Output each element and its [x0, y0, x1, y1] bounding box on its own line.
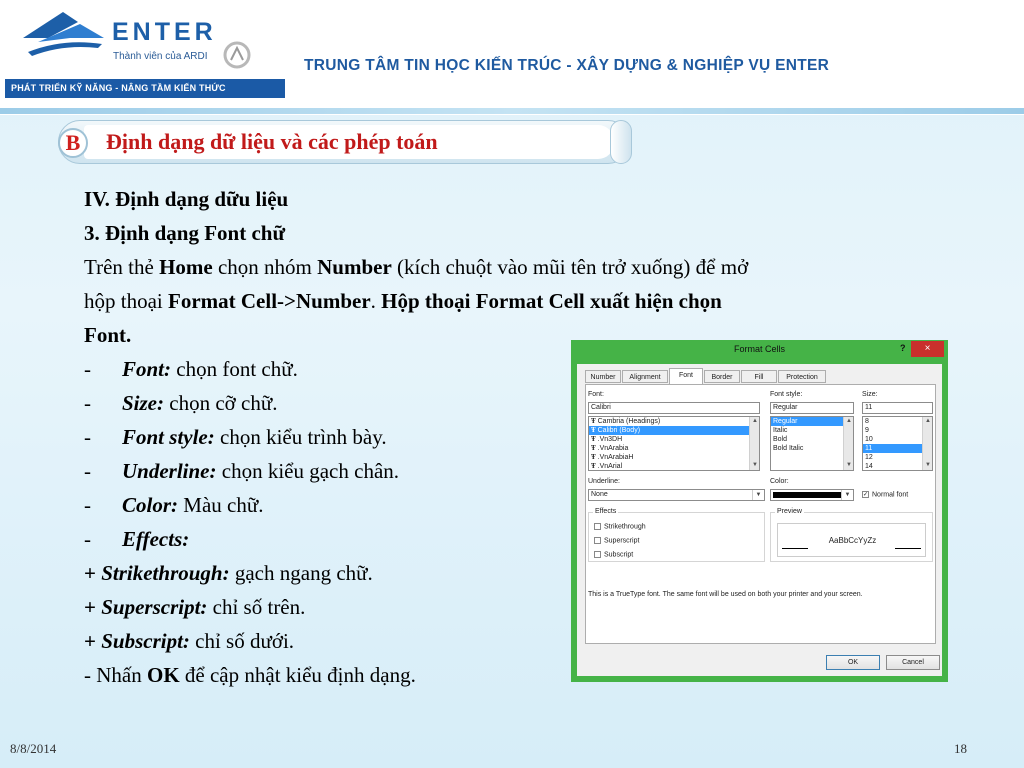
- help-icon[interactable]: ?: [900, 343, 906, 353]
- list-dash: -: [84, 527, 91, 551]
- tab-protection[interactable]: Protection: [778, 370, 826, 383]
- chevron-down-icon[interactable]: ▼: [752, 490, 764, 500]
- size-scrollbar[interactable]: [922, 417, 932, 470]
- subscript-checkbox[interactable]: [594, 551, 633, 558]
- section-badge: B: [58, 128, 88, 158]
- font-style-input[interactable]: Regular: [770, 402, 854, 414]
- font-input[interactable]: Calibri: [588, 402, 760, 414]
- enter-logo-icon: [18, 8, 108, 62]
- slide-date: 8/8/2014: [10, 741, 57, 756]
- heading-1: IV. Định dạng dữu liệu: [84, 187, 289, 211]
- font-option: .VnArabia: [597, 445, 629, 452]
- size-list[interactable]: [862, 416, 933, 471]
- font-style-scrollbar[interactable]: [843, 417, 853, 470]
- strikethrough-checkbox[interactable]: [594, 523, 646, 530]
- dialog-title: Format Cells: [733, 344, 785, 354]
- header-divider: [0, 108, 1024, 114]
- list-desc: chọn kiểu trình bày.: [214, 425, 387, 449]
- list-item[interactable]: Italic: [773, 427, 788, 434]
- list-dash: -: [84, 493, 91, 517]
- preview-box: [777, 523, 926, 557]
- list-item[interactable]: [589, 417, 759, 426]
- text-span: .: [370, 289, 382, 313]
- scroll-down-icon[interactable]: ▼: [752, 462, 758, 468]
- font-label: Font:: [588, 391, 604, 398]
- scroll-down-icon[interactable]: ▼: [846, 462, 852, 468]
- truetype-icon: Ŧ: [591, 435, 596, 443]
- list-term: Effects:: [122, 527, 190, 551]
- ok-button[interactable]: OK: [826, 655, 880, 670]
- list-item[interactable]: 10: [865, 436, 873, 443]
- list-item[interactable]: Regular: [771, 417, 853, 426]
- section-title: Định dạng dữ liệu và các phép toán: [106, 129, 438, 154]
- list-item[interactable]: Bold Italic: [773, 445, 804, 452]
- checkbox-checked-icon: ✓: [863, 492, 869, 498]
- cancel-button[interactable]: Cancel: [886, 655, 940, 670]
- subscript-label: Subscript: [604, 551, 634, 559]
- effect-plus: +: [84, 629, 96, 653]
- text-ok: OK: [146, 663, 180, 687]
- format-cells-dialog: [571, 340, 948, 682]
- list-term: Font style:: [122, 425, 215, 449]
- effect-plus: +: [84, 595, 96, 619]
- truetype-info: This is a TrueType font. The same font will be used on both your printer and your screen.: [588, 591, 863, 598]
- superscript-checkbox[interactable]: [594, 537, 639, 544]
- underline-select[interactable]: [588, 489, 765, 501]
- truetype-icon: Ŧ: [591, 462, 596, 470]
- list-item[interactable]: 11: [863, 444, 932, 453]
- font-style-list[interactable]: [770, 416, 854, 471]
- list-item[interactable]: 12: [865, 454, 873, 461]
- list-dash: -: [84, 391, 91, 415]
- scroll-up-icon[interactable]: ▲: [752, 418, 758, 424]
- close-icon[interactable]: ×: [911, 341, 944, 357]
- list-dash: -: [84, 425, 91, 449]
- list-item[interactable]: [589, 462, 759, 471]
- list-item[interactable]: 9: [865, 427, 869, 434]
- font-panel: [585, 384, 936, 644]
- superscript-label: Superscript: [604, 537, 640, 545]
- list-item[interactable]: Bold: [773, 436, 788, 443]
- logo-text: ENTER: [112, 18, 217, 46]
- font-option: .VnArial: [597, 463, 623, 470]
- tab-number[interactable]: Number: [585, 370, 621, 383]
- checkbox-icon: [594, 537, 601, 544]
- text-dialog-appears: Hộp thoại Format Cell xuất hiện chọn: [381, 289, 722, 313]
- paragraph-line-1: [84, 250, 1004, 284]
- list-item[interactable]: 14: [865, 463, 873, 470]
- effects-group: [588, 508, 765, 562]
- logo-subtitle: Thành viên của ARDI: [113, 51, 208, 62]
- list-dash: -: [84, 357, 91, 381]
- effect-desc: gạch ngang chữ.: [229, 561, 373, 585]
- list-item[interactable]: [589, 435, 759, 444]
- color-swatch: [773, 492, 841, 498]
- tab-border[interactable]: Border: [704, 370, 740, 383]
- center-name: TRUNG TÂM TIN HỌC KIẾN TRÚC - XÂY DỰNG & NGHIỆP VỤ ENTER: [304, 57, 830, 74]
- color-label: Color:: [770, 478, 789, 485]
- size-label: Size:: [862, 391, 878, 398]
- section-cap: [610, 120, 632, 164]
- color-select[interactable]: [770, 489, 854, 501]
- font-option: Calibri (Body): [597, 427, 641, 434]
- truetype-icon: Ŧ: [591, 444, 596, 452]
- effect-term: Subscript:: [101, 629, 190, 653]
- tab-font[interactable]: Font: [669, 368, 703, 384]
- list-desc: chọn cỡ chữ.: [164, 391, 278, 415]
- ardi-logo-icon: [222, 40, 252, 70]
- truetype-icon: Ŧ: [591, 426, 596, 434]
- paragraph-line-3: Font.: [84, 323, 132, 347]
- text-format-cell: Format Cell->Number: [168, 289, 371, 313]
- tab-alignment[interactable]: Alignment: [622, 370, 668, 383]
- text-span: hộp thoại: [84, 289, 168, 313]
- font-option: Cambria (Headings): [597, 418, 661, 425]
- tab-fill[interactable]: Fill: [741, 370, 777, 383]
- list-item[interactable]: 8: [865, 418, 869, 425]
- font-style-label: Font style:: [770, 391, 803, 398]
- section-bar: [58, 120, 630, 164]
- size-input[interactable]: 11: [862, 402, 933, 414]
- preview-group: [770, 508, 933, 562]
- text-home: Home: [159, 255, 213, 279]
- header: [0, 0, 1024, 115]
- underline-value: None: [591, 491, 608, 498]
- list-dash: -: [84, 459, 91, 483]
- font-option: .Vn3DH: [597, 436, 623, 443]
- scroll-up-icon[interactable]: ▲: [846, 418, 852, 424]
- truetype-icon: Ŧ: [591, 417, 596, 425]
- list-desc: chọn font chữ.: [171, 357, 298, 381]
- scroll-down-icon[interactable]: ▼: [925, 462, 931, 468]
- list-term: Font:: [122, 357, 172, 381]
- preview-text: AaBbCcYyZz: [828, 536, 877, 545]
- text-number: Number: [317, 255, 392, 279]
- checkbox-icon: [594, 551, 601, 558]
- checkbox-icon: [594, 523, 601, 530]
- list-term: Color:: [122, 493, 179, 517]
- list-term: Size:: [122, 391, 164, 415]
- list-item[interactable]: [589, 426, 759, 435]
- effect-plus: +: [84, 561, 96, 585]
- text-span: để cập nhật kiểu định dạng.: [179, 663, 416, 687]
- font-option: .VnArabiaH: [597, 454, 634, 461]
- slide-number: 18: [954, 741, 967, 756]
- list-desc: Màu chữ.: [178, 493, 264, 517]
- scroll-up-icon[interactable]: ▲: [925, 418, 931, 424]
- dialog-body: [577, 364, 942, 676]
- text-span: chọn nhóm: [212, 255, 318, 279]
- effect-desc: chỉ số trên.: [207, 595, 306, 619]
- preview-rule-right: [895, 548, 921, 549]
- text-span: Trên thẻ: [84, 255, 160, 279]
- font-list-scrollbar[interactable]: [749, 417, 759, 470]
- effect-term: Strikethrough:: [101, 561, 230, 585]
- preview-rule-left: [782, 548, 808, 549]
- slogan-bar: PHÁT TRIỂN KỸ NĂNG - NÂNG TẦM KIẾN THỨC: [5, 79, 285, 98]
- text-span: - Nhấn: [84, 663, 147, 687]
- text-span: (kích chuột vào mũi tên trở xuống) để mở: [391, 255, 749, 279]
- paragraph-line-2: [84, 284, 1004, 318]
- list-item[interactable]: [589, 444, 759, 453]
- effects-label: Effects: [595, 508, 617, 515]
- normal-font-checkbox[interactable]: [862, 491, 908, 498]
- truetype-icon: Ŧ: [591, 453, 596, 461]
- preview-label: Preview: [777, 508, 802, 515]
- font-list[interactable]: [588, 416, 760, 471]
- effect-term: Superscript:: [101, 595, 208, 619]
- strikethrough-label: Strikethrough: [604, 523, 646, 531]
- list-desc: chọn kiểu gạch chân.: [216, 459, 400, 483]
- heading-2: 3. Định dạng Font chữ: [84, 221, 286, 245]
- chevron-down-icon[interactable]: ▼: [841, 490, 853, 500]
- effect-desc: chỉ số dưới.: [189, 629, 295, 653]
- underline-label: Underline:: [588, 478, 620, 485]
- list-term: Underline:: [122, 459, 217, 483]
- normal-font-label: Normal font: [872, 491, 909, 499]
- list-item[interactable]: [589, 453, 759, 462]
